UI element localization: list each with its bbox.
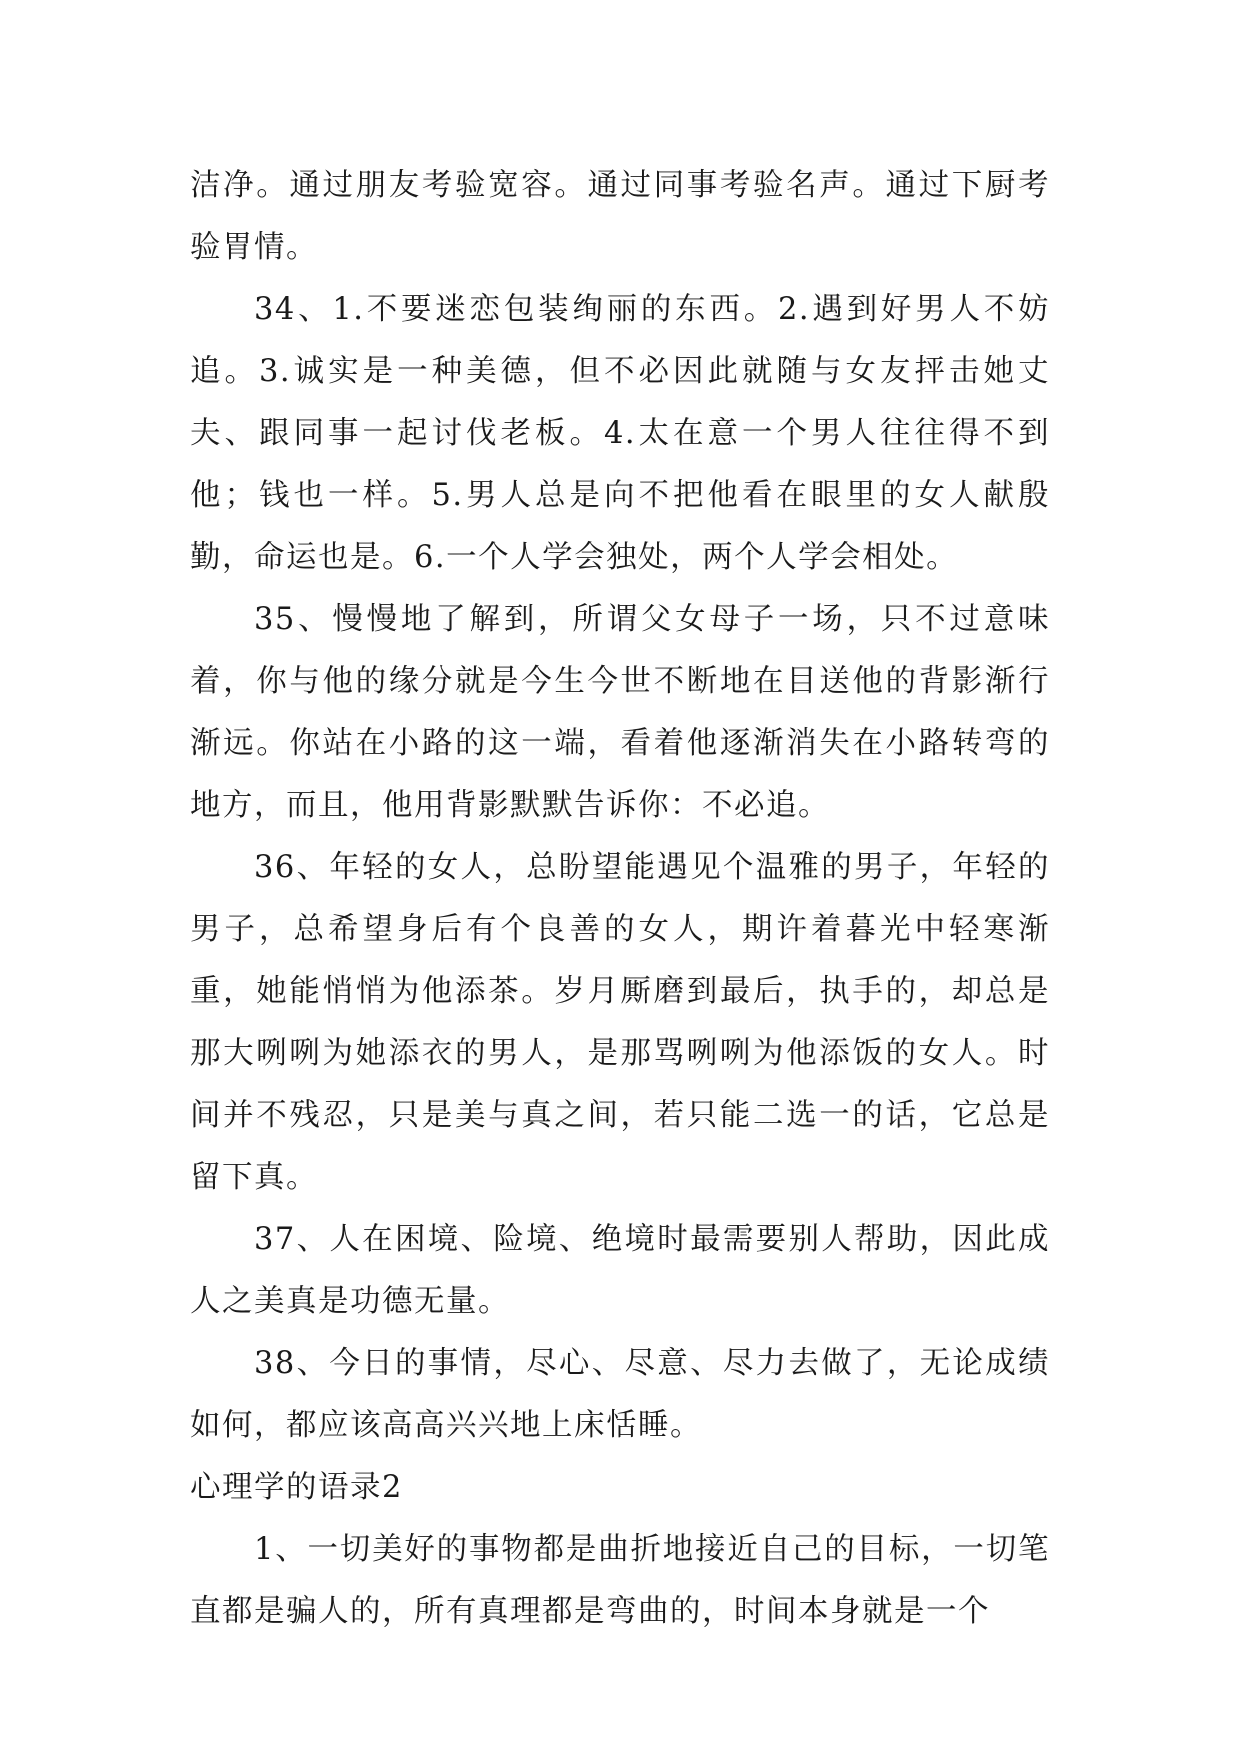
- paragraph-35: 35、慢慢地了解到，所谓父女母子一场，只不过意味着，你与他的缘分就是今生今世不断地在目送他的背影渐行渐远。你站在小路的这一端，看着他逐渐消失在小路转弯的地方，而且，他用背影默默告诉你：不必追。: [190, 602, 1050, 823]
- paragraph-34: 34、1.不要迷恋包装绚丽的东西。2.遇到好男人不妨追。3.诚实是一种美德，但不必因此就随与女友抨击她丈夫、跟同事一起讨伐老板。4.太在意一个男人往往得不到他；钱也一样。5.男人总是向不把他看在眼里的女人献殷勤，命运也是。6.一个人学会独处，两个人学会相处。: [190, 292, 1050, 575]
- section-heading: 心理学的语录2: [190, 1470, 403, 1505]
- paragraph-1: 1、一切美好的事物都是曲折地接近自己的目标，一切笔直都是骗人的，所有真理都是弯曲的，时间本身就是一个: [190, 1532, 1050, 1629]
- paragraph-36: 36、年轻的女人，总盼望能遇见个温雅的男子，年轻的男子，总希望身后有个良善的女人，期许着暮光中轻寒渐重，她能悄悄为他添茶。岁月厮磨到最后，执手的，却总是那大咧咧为她添衣的男人，是那骂咧咧为他添饭的女人。时间并不残忍，只是美与真之间，若只能二选一的话，它总是留下真。: [190, 850, 1050, 1195]
- paragraph-37: 37、人在困境、险境、绝境时最需要别人帮助，因此成人之美真是功德无量。: [190, 1222, 1050, 1319]
- document-page: [190, 155, 1050, 1643]
- paragraph-38: 38、今日的事情，尽心、尽意、尽力去做了，无论成绩如何，都应该高高兴兴地上床恬睡。: [190, 1346, 1050, 1443]
- paragraph-continuation: 洁净。通过朋友考验宽容。通过同事考验名声。通过下厨考验胃情。: [190, 168, 1050, 265]
